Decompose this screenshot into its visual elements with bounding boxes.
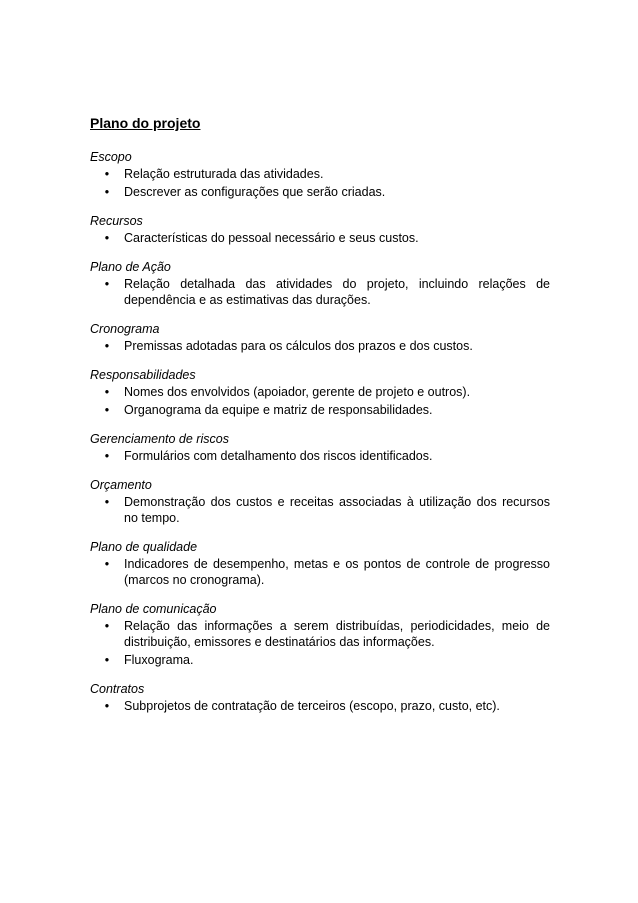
bullet-icon: • (104, 557, 110, 571)
section-gerenciamento-de-riscos (90, 431, 550, 464)
bullet-list (90, 230, 550, 246)
bullet-list (90, 384, 550, 418)
bullet-icon: • (104, 495, 110, 509)
section-heading: Cronograma (90, 322, 160, 336)
list-item (90, 402, 550, 418)
bullet-icon: • (104, 449, 110, 463)
bullet-list (90, 618, 550, 668)
bullet-icon: • (104, 339, 110, 353)
section-escopo (90, 149, 550, 200)
section-heading: Escopo (90, 150, 132, 164)
list-item-text: Premissas adotadas para os cálculos dos prazos e dos custos. (124, 339, 473, 353)
list-item-text: Organograma da equipe e matriz de responsabilidades. (124, 403, 433, 417)
list-item (90, 494, 550, 526)
section-recursos (90, 213, 550, 246)
bullet-icon: • (104, 185, 110, 199)
bullet-list (90, 338, 550, 354)
bullet-list (90, 448, 550, 464)
section-orcamento (90, 477, 550, 526)
section-heading: Contratos (90, 682, 145, 696)
bullet-icon: • (104, 403, 110, 417)
section-plano-de-comunicacao (90, 601, 550, 668)
list-item-text: Descrever as configurações que serão criadas. (124, 185, 386, 199)
list-item (90, 384, 550, 400)
list-item-text: Relação das informações a serem distribuídas, periodicidades, meio de distribuição, emissores e destinatários das informações. (124, 619, 550, 649)
list-item (90, 276, 550, 308)
list-item-text: Relação detalhada das atividades do projeto, incluindo relações de dependência e as estimativas das durações. (124, 277, 550, 307)
section-contratos (90, 681, 550, 714)
section-heading: Orçamento (90, 478, 152, 492)
list-item-text: Formulários com detalhamento dos riscos identificados. (124, 449, 433, 463)
bullet-icon: • (104, 277, 110, 291)
list-item-text: Indicadores de desempenho, metas e os pontos de controle de progresso (marcos no cronograma). (124, 557, 550, 587)
section-heading: Gerenciamento de riscos (90, 432, 229, 446)
bullet-list (90, 276, 550, 308)
bullet-icon: • (104, 653, 110, 667)
bullet-list (90, 698, 550, 714)
list-item-text: Demonstração dos custos e receitas associadas à utilização dos recursos no tempo. (124, 495, 550, 525)
document-page (90, 114, 550, 727)
bullet-list (90, 494, 550, 526)
document-title: Plano do projeto (90, 115, 201, 131)
section-heading: Recursos (90, 214, 143, 228)
list-item (90, 652, 550, 668)
section-plano-de-qualidade (90, 539, 550, 588)
list-item (90, 556, 550, 588)
bullet-icon: • (104, 699, 110, 713)
list-item (90, 698, 550, 714)
list-item (90, 338, 550, 354)
bullet-list (90, 556, 550, 588)
list-item-text: Subprojetos de contratação de terceiros (escopo, prazo, custo, etc). (124, 699, 500, 713)
list-item-text: Características do pessoal necessário e seus custos. (124, 231, 419, 245)
list-item-text: Nomes dos envolvidos (apoiador, gerente de projeto e outros). (124, 385, 471, 399)
bullet-list (90, 166, 550, 200)
bullet-icon: • (104, 167, 110, 181)
section-cronograma (90, 321, 550, 354)
list-item-text: Relação estruturada das atividades. (124, 167, 324, 181)
list-item-text: Fluxograma. (124, 653, 194, 667)
section-heading: Plano de Ação (90, 260, 171, 274)
list-item (90, 166, 550, 182)
list-item (90, 618, 550, 650)
list-item (90, 184, 550, 200)
section-responsabilidades (90, 367, 550, 418)
bullet-icon: • (104, 231, 110, 245)
section-heading: Responsabilidades (90, 368, 196, 382)
list-item (90, 448, 550, 464)
bullet-icon: • (104, 619, 110, 633)
section-heading: Plano de comunicação (90, 602, 217, 616)
section-heading: Plano de qualidade (90, 540, 198, 554)
bullet-icon: • (104, 385, 110, 399)
section-plano-de-acao (90, 259, 550, 308)
list-item (90, 230, 550, 246)
